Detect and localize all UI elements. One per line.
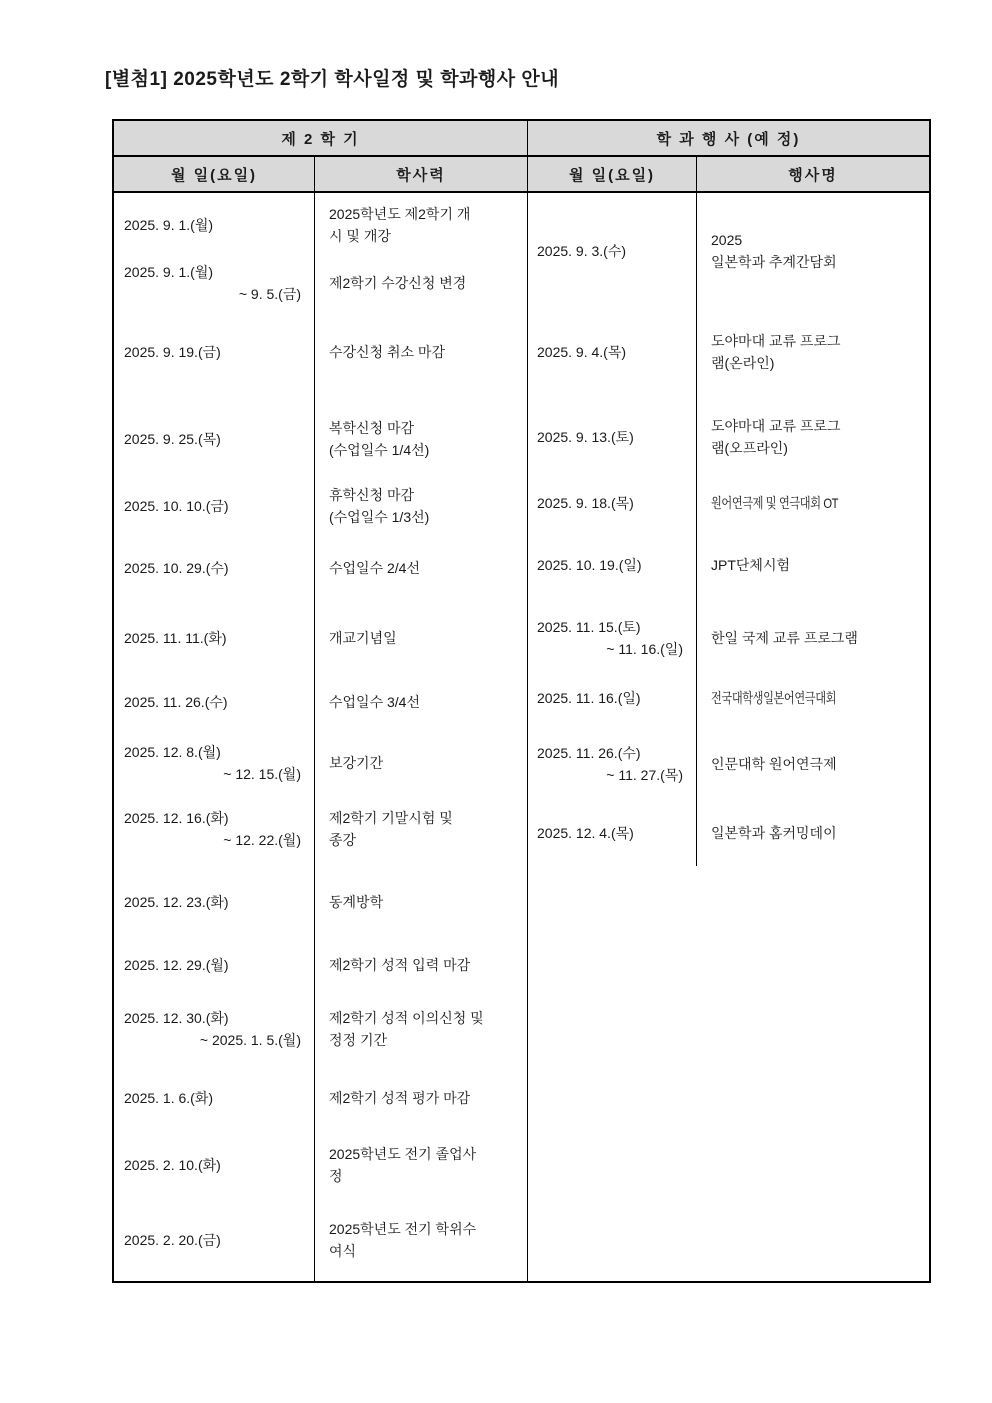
schedule-table [112, 119, 931, 1283]
description-text: 제2학기 수강신청 변경 [329, 275, 467, 291]
column-header-calendar: 학사력 [314, 157, 527, 191]
description-text: 정정 기간 [329, 1032, 387, 1048]
description-text: 도야마대 교류 프로그 [711, 418, 841, 434]
table-group-header [114, 121, 929, 157]
date-text: 2025. 9. 13.(토) [537, 429, 634, 445]
date-cell [114, 741, 314, 785]
academic-row [114, 1087, 527, 1109]
event-row [527, 330, 929, 374]
description-text: (수업일수 1/4선) [329, 442, 430, 458]
description-cell [696, 330, 929, 374]
description-text: 동계방학 [329, 894, 384, 910]
date-text: 2025. 11. 15.(토) [537, 619, 641, 635]
table-body [114, 193, 929, 1281]
event-row [527, 822, 929, 844]
department-events-section [527, 193, 929, 1281]
academic-row [114, 1218, 527, 1262]
date-cell [527, 330, 696, 374]
description-text: 여식 [329, 1243, 357, 1259]
description-cell [696, 616, 929, 660]
date-cell [114, 341, 314, 363]
description-text: 원어연극제 및 연극대회 OT [711, 495, 839, 511]
description-text: 제2학기 성적 입력 마감 [329, 957, 471, 973]
date-text: 2025. 12. 29.(월) [124, 957, 229, 973]
description-cell [696, 742, 929, 786]
column-header-event-name: 행사명 [696, 157, 929, 191]
description-cell [314, 627, 527, 649]
description-text: 2025학년도 전기 졸업사 [329, 1146, 477, 1162]
table-column-header [114, 157, 929, 193]
description-text: 제2학기 성적 평가 마감 [329, 1090, 471, 1106]
date-cell [114, 261, 314, 305]
date-cell [527, 415, 696, 459]
description-cell [696, 687, 929, 709]
page-title: [별첨1] 2025학년도 2학기 학사일정 및 학과행사 안내 [105, 69, 560, 90]
date-cell [527, 742, 696, 786]
date-range-end: ~ 9. 5.(금) [238, 286, 301, 302]
column-header-date-left: 월 일(요일) [170, 166, 258, 184]
date-text: 2025. 10. 29.(수) [124, 560, 229, 576]
date-cell [114, 417, 314, 461]
description-cell [696, 229, 929, 273]
academic-row [114, 1143, 527, 1187]
academic-row [114, 691, 527, 713]
description-cell [314, 203, 527, 247]
description-text: 일본학과 추계간담회 [711, 254, 837, 270]
description-text: 수업일수 2/4선 [329, 560, 420, 576]
description-cell [696, 554, 929, 576]
academic-row [114, 417, 527, 461]
date-cell [527, 229, 696, 273]
description-text: 종강 [329, 832, 357, 848]
date-text: 2025. 9. 1.(월) [124, 264, 214, 280]
date-cell [114, 1218, 314, 1262]
date-text: 2025. 9. 4.(목) [537, 344, 627, 360]
column-header-date-right: 월 일(요일) [527, 157, 696, 191]
description-text: 2025 [711, 232, 743, 248]
date-cell [114, 1007, 314, 1051]
event-row [527, 492, 929, 514]
date-text: 2025. 12. 30.(화) [124, 1010, 229, 1026]
description-cell [696, 822, 929, 844]
description-text: 전국대학생일본어연극대회 [711, 690, 837, 706]
academic-row [114, 341, 527, 363]
description-text: (수업일수 1/3선) [329, 509, 430, 525]
academic-row [114, 627, 527, 649]
description-text: 보강기간 [329, 755, 384, 771]
event-row [527, 742, 929, 786]
description-cell [314, 1007, 527, 1051]
description-text: 인문대학 원어연극제 [711, 756, 837, 772]
date-text: 2025. 9. 25.(목) [124, 431, 221, 447]
date-text: 2025. 1. 6.(화) [124, 1090, 214, 1106]
description-text: 2025학년도 제2학기 개 [329, 206, 471, 222]
group-header-semester: 제 2 학 기 [281, 130, 360, 148]
description-text: 수강신청 취소 마감 [329, 344, 445, 360]
academic-row [114, 261, 527, 305]
academic-row [114, 954, 527, 976]
description-text: 도야마대 교류 프로그 [711, 333, 841, 349]
description-cell [314, 807, 527, 851]
date-range-end: ~ 12. 22.(월) [223, 832, 301, 848]
date-cell [114, 891, 314, 913]
date-text: 2025. 9. 19.(금) [124, 344, 221, 360]
date-text: 2025. 12. 16.(화) [124, 810, 229, 826]
date-text: 2025. 9. 3.(수) [537, 243, 627, 259]
academic-row [114, 1007, 527, 1051]
date-text: 2025. 12. 23.(화) [124, 894, 229, 910]
date-text: 2025. 11. 11.(화) [124, 630, 227, 646]
date-text: 2025. 12. 8.(월) [124, 744, 221, 760]
date-range-end: ~ 11. 16.(일) [606, 641, 683, 657]
event-row [527, 687, 929, 709]
date-cell [114, 557, 314, 579]
date-cell [114, 627, 314, 649]
description-cell [314, 341, 527, 363]
date-cell [114, 1087, 314, 1109]
description-text: 제2학기 기말시험 및 [329, 810, 453, 826]
description-text: 개교기념일 [329, 630, 397, 646]
date-cell [114, 203, 314, 247]
date-text: 2025. 2. 10.(화) [124, 1157, 221, 1173]
date-cell [527, 822, 696, 844]
event-row [527, 554, 929, 576]
date-text: 2025. 10. 19.(일) [537, 557, 642, 573]
date-text: 2025. 11. 16.(일) [537, 690, 641, 706]
description-text: 정 [329, 1168, 343, 1184]
date-cell [527, 554, 696, 576]
date-cell [114, 954, 314, 976]
date-text: 2025. 9. 18.(목) [537, 495, 634, 511]
description-text: 복학신청 마감 [329, 420, 415, 436]
date-text: 2025. 10. 10.(금) [124, 498, 229, 514]
date-cell [527, 616, 696, 660]
academic-row [114, 891, 527, 913]
academic-calendar-section [114, 193, 527, 1281]
academic-row [114, 203, 527, 247]
date-cell [527, 687, 696, 709]
description-cell [314, 1087, 527, 1109]
event-row [527, 616, 929, 660]
description-text: 일본학과 홈커밍데이 [711, 825, 837, 841]
description-cell [314, 691, 527, 713]
description-cell [314, 557, 527, 579]
date-text: 2025. 11. 26.(수) [124, 694, 228, 710]
description-cell [696, 492, 929, 514]
description-text: 시 및 개강 [329, 228, 391, 244]
date-cell [114, 1143, 314, 1187]
description-text: JPT단체시험 [711, 557, 790, 573]
academic-row [114, 807, 527, 851]
description-cell [314, 1218, 527, 1262]
description-text: 한일 국제 교류 프로그램 [711, 630, 858, 646]
date-range-end: ~ 12. 15.(월) [223, 766, 301, 782]
event-row [527, 229, 929, 273]
date-text: 2025. 11. 26.(수) [537, 745, 641, 761]
academic-row [114, 557, 527, 579]
description-text: 수업일수 3/4선 [329, 694, 420, 710]
description-text: 제2학기 성적 이의신청 및 [329, 1010, 484, 1026]
date-cell [527, 492, 696, 514]
description-cell [314, 741, 527, 785]
group-header-events: 학 과 행 사 (예 정) [527, 121, 929, 155]
description-cell [314, 1143, 527, 1187]
description-cell [314, 891, 527, 913]
description-text: 휴학신청 마감 [329, 487, 415, 503]
description-cell [314, 954, 527, 976]
date-cell [114, 691, 314, 713]
date-range-end: ~ 11. 27.(목) [606, 767, 683, 783]
date-text: 2025. 12. 4.(목) [537, 825, 634, 841]
description-text: 2025학년도 전기 학위수 [329, 1221, 477, 1237]
academic-row [114, 741, 527, 785]
date-cell [114, 484, 314, 528]
description-cell [314, 261, 527, 305]
description-text: 램(오프라인) [711, 440, 788, 456]
description-cell [314, 484, 527, 528]
academic-row [114, 484, 527, 528]
description-cell [696, 415, 929, 459]
date-cell [114, 807, 314, 851]
date-text: 2025. 9. 1.(월) [124, 217, 214, 233]
event-row [527, 415, 929, 459]
description-cell [314, 417, 527, 461]
description-text: 램(온라인) [711, 355, 775, 371]
date-range-end: ~ 2025. 1. 5.(월) [199, 1032, 301, 1048]
date-text: 2025. 2. 20.(금) [124, 1232, 221, 1248]
